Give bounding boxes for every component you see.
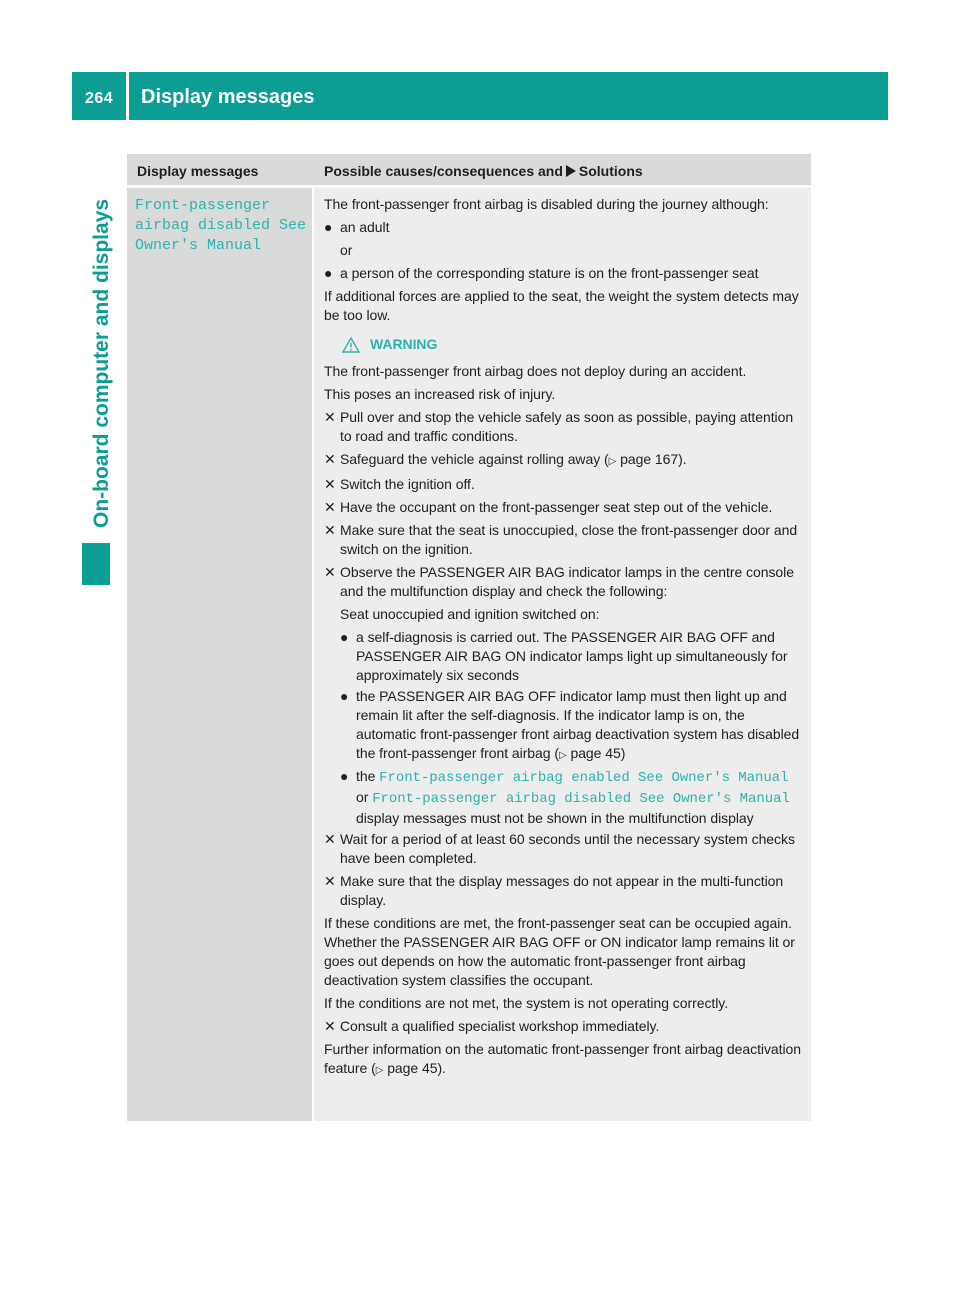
col2-header-pre: Possible causes/consequences and [324,163,563,179]
display-message-inline: Front-passenger airbag enabled See Owner's Manual [379,770,789,786]
step-item [324,563,804,601]
sub-list-text: the PASSENGER AIR BAG OFF indicator lamp must then light up and remain lit after the self-diagnosis. If the indicator lamp is on, the automatic front-passenger front airbag deactivation system has disabled the front-passenger front airbag ( [356,688,800,761]
list-item-text: a person of the corresponding stature is on the front-passenger seat [340,265,759,281]
play-icon [566,165,576,177]
page-ref[interactable]: page 45). [387,1060,446,1076]
step-text: Pull over and stop the vehicle safely as soon as possible, paying attention to road and traffic conditions. [340,409,794,444]
list-item [324,264,804,283]
step-marker-icon: ✕ [324,451,336,467]
step-item [324,521,804,559]
step-item [324,408,804,446]
solutions-content [324,195,804,1084]
bullet-icon: ● [340,688,349,704]
intro-text: The front-passenger front airbag is disabled during the journey although: [324,196,769,212]
conditions-not-met-text: If the conditions are not met, the system is not operating correctly. [324,995,729,1011]
step-text: Make sure that the seat is unoccupied, close the front-passenger door and switch on the ignition. [340,522,798,557]
warning-text: The front-passenger front airbag does not deploy during an accident. [324,363,747,379]
step-marker-icon: ✕ [324,476,336,492]
step-text: Observe the PASSENGER AIR BAG indicator lamps in the centre console and the multifunction display and check the following: [340,564,794,599]
table-header-row [127,154,811,185]
page-title: Display messages [141,86,315,108]
sub-list-item [340,767,804,828]
warning-heading [324,335,804,354]
page-ref-icon: ▷ [608,456,617,467]
warning-title: WARNING [370,336,438,352]
step-marker-icon: ✕ [324,409,336,425]
sub-list-item [340,628,804,685]
page-ref[interactable]: page 45) [570,745,626,761]
step-marker-icon: ✕ [324,831,336,847]
list-item [324,218,804,237]
step-item [324,1017,804,1036]
page-ref-icon: ▷ [375,1065,384,1076]
header-divider [126,72,129,120]
conditions-met-text: If these conditions are met, the front-passenger seat can be occupied again. Whether the PASSENGER AIR BAG OFF or ON indicator lamp remains lit or goes out depends on how the automatic front-passenger front airbag deactivation system classifies the occupant. [324,915,795,988]
step-marker-icon: ✕ [324,522,336,538]
step-item [324,475,804,494]
display-message-cell [127,188,312,1121]
display-message-text: Front-passenger airbag disabled See Owner's Manual [135,197,307,254]
step-marker-icon: ✕ [324,873,336,889]
step-text: Safeguard the vehicle against rolling away ( [340,451,609,467]
col2-header-post: Solutions [578,163,643,179]
step-text: Have the occupant on the front-passenger seat step out of the vehicle. [340,499,773,515]
warning-icon [342,337,360,353]
step-item [324,450,804,471]
messages-table [127,154,811,1121]
display-message-inline: Front-passenger airbag disabled See Owner's Manual [372,791,790,807]
list-item-text: an adult [340,219,390,235]
step-marker-icon: ✕ [324,1018,336,1034]
sub-list-item [340,687,804,765]
step-text: Switch the ignition off. [340,476,475,492]
bullet-icon: ● [324,265,333,281]
col1-header: Display messages [137,163,259,179]
bullet-icon: ● [340,629,349,645]
sub-list-text: the [356,768,376,784]
page-ref-icon: ▷ [558,750,567,761]
or-text: or [340,242,353,258]
further-info-text [324,1040,804,1080]
further-info-pre: Further information on the automatic front-passenger front airbag deactivation feature ( [324,1041,802,1076]
step-item [324,830,804,868]
col2-header [324,163,643,179]
warning-text-2: This poses an increased risk of injury. [324,386,556,402]
step-item [324,498,804,517]
step-item [324,872,804,910]
step-text: Consult a qualified specialist workshop immediately. [340,1018,660,1034]
step-marker-icon: ✕ [324,564,336,580]
step-marker-icon: ✕ [324,499,336,515]
chapter-marker [82,543,110,585]
sub-list-text: or [356,789,369,805]
page-number: 264 [85,90,114,107]
step-text: Wait for a period of at least 60 seconds until the necessary system checks have been completed. [340,831,795,866]
forces-text: If additional forces are applied to the seat, the weight the system detects may be too low. [324,288,799,323]
sub-list-text: display messages must not be shown in the multifunction display [356,810,754,826]
bullet-icon: ● [340,768,349,784]
seat-unoccupied-text: Seat unoccupied and ignition switched on: [340,606,600,622]
bullet-icon: ● [324,219,333,235]
chapter-label: On-board computer and displays [90,198,113,528]
step-text: Make sure that the display messages do not appear in the multi-function display. [340,873,784,908]
page-ref[interactable]: page 167). [620,451,687,467]
sub-list-text: a self-diagnosis is carried out. The PASSENGER AIR BAG OFF and PASSENGER AIR BAG ON indicator lamps light up simultaneously for approximately six seconds [356,629,788,683]
solutions-cell [314,188,811,1121]
